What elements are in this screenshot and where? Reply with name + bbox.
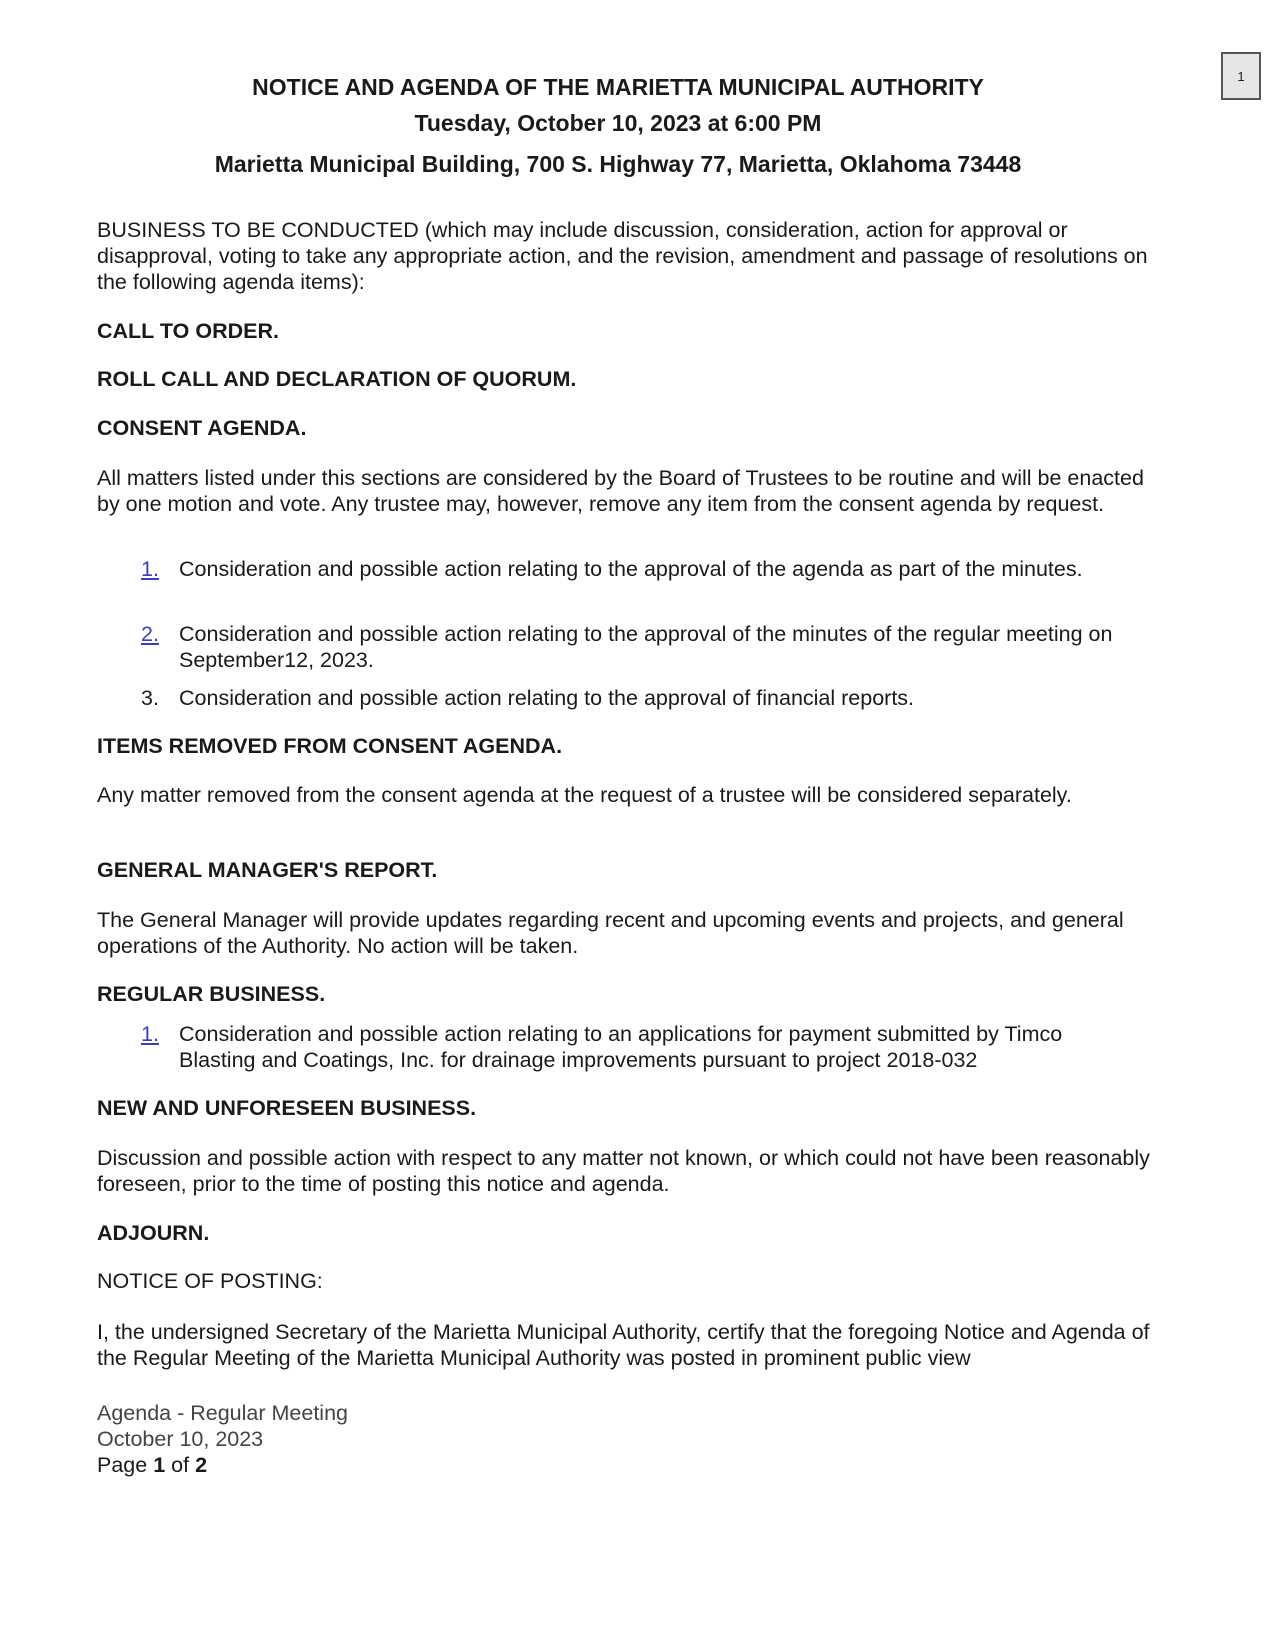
regular-business-heading: REGULAR BUSINESS.	[97, 982, 326, 1006]
notice-of-posting-label: NOTICE OF POSTING:	[97, 1269, 323, 1293]
items-removed-heading: ITEMS REMOVED FROM CONSENT AGENDA.	[97, 734, 563, 758]
intro-paragraph: BUSINESS TO BE CONDUCTED (which may include discussion, consideration, action for approval or disapproval, voting to take any appropriate action, and the revision, amendment and passage of resolutions on the following agenda items):	[97, 218, 1148, 294]
footer-page-count	[97, 1452, 1157, 1478]
new-business-heading: NEW AND UNFORESEEN BUSINESS.	[97, 1096, 477, 1120]
consent-item-number-link[interactable]: 2.	[141, 622, 159, 646]
adjourn-heading: ADJOURN.	[97, 1221, 210, 1245]
footer-of-word: of	[171, 1453, 190, 1477]
regular-item-text: Consideration and possible action relating to an applications for payment submitted by Timco Blasting and Coatings, Inc. for drainage improvements pursuant to project 2018-032	[179, 1022, 1063, 1072]
consent-item-number-link[interactable]: 1.	[141, 557, 159, 581]
footer-page-current: 1	[153, 1453, 166, 1477]
certification-text: I, the undersigned Secretary of the Marietta Municipal Authority, certify that the foregoing Notice and Agenda of the Regular Meeting of the Marietta Municipal Authority was posted in prominent public view	[97, 1320, 1150, 1370]
new-business-text: Discussion and possible action with respect to any matter not known, or which could not have been reasonably foreseen, prior to the time of posting this notice and agenda.	[97, 1146, 1150, 1196]
footer-date: October 10, 2023	[97, 1427, 264, 1451]
meeting-location: Marietta Municipal Building, 700 S. Highway 77, Marietta, Oklahoma 73448	[214, 151, 1022, 177]
consent-item-number: 3.	[141, 686, 159, 710]
footer-page-word: Page	[97, 1453, 148, 1477]
meeting-date: Tuesday, October 10, 2023 at 6:00 PM	[414, 110, 822, 136]
gm-report-text: The General Manager will provide updates regarding recent and upcoming events and projects, and general operations of the Authority. No action will be taken.	[97, 908, 1124, 958]
page-footer	[97, 1400, 1157, 1478]
call-to-order-heading: CALL TO ORDER.	[97, 319, 279, 343]
regular-item-number-link[interactable]: 1.	[141, 1022, 159, 1046]
footer-doc-type: Agenda - Regular Meeting	[97, 1401, 348, 1425]
consent-agenda-text: All matters listed under this sections are considered by the Board of Trustees to be routine and will be enacted by one motion and vote. Any trustee may, however, remove any item from the consent agenda by request.	[97, 466, 1144, 516]
items-removed-text: Any matter removed from the consent agenda at the request of a trustee will be considered separately.	[97, 783, 1072, 807]
gm-report-heading: GENERAL MANAGER'S REPORT.	[97, 858, 438, 882]
consent-item	[141, 556, 1131, 582]
consent-item-text: Consideration and possible action relating to the approval of the agenda as part of the minutes.	[179, 557, 1083, 581]
regular-business-item	[141, 1021, 1131, 1073]
consent-item	[141, 685, 1131, 711]
page-number-badge: 1	[1221, 52, 1261, 100]
consent-agenda-heading: CONSENT AGENDA.	[97, 416, 307, 440]
consent-item	[141, 621, 1131, 673]
roll-call-heading: ROLL CALL AND DECLARATION OF QUORUM.	[97, 367, 577, 391]
consent-item-text: Consideration and possible action relating to the approval of financial reports.	[179, 686, 915, 710]
consent-item-text: Consideration and possible action relating to the approval of the minutes of the regular meeting on September12, 2023.	[179, 622, 1113, 672]
document-title: NOTICE AND AGENDA OF THE MARIETTA MUNICIPAL AUTHORITY	[252, 74, 984, 100]
footer-page-total: 2	[195, 1453, 208, 1477]
